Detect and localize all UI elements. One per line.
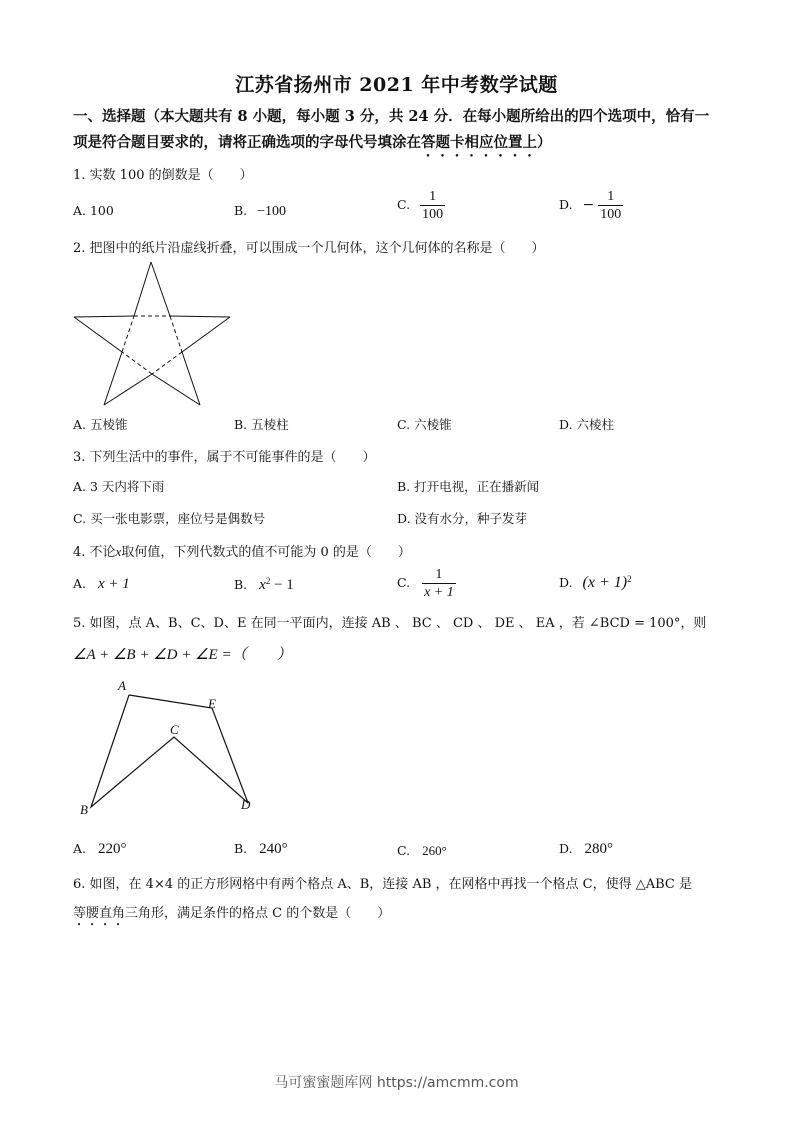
q1-option-d-sign: − (582, 197, 595, 213)
q1-c-denominator: 100 (422, 207, 444, 222)
q4-option-d-label: D. (559, 575, 573, 591)
q1-option-b (234, 203, 286, 220)
q1-option-a: A. 100 (73, 203, 114, 218)
q2-stem: 2. 把图中的纸片沿虚线折叠，可以围成一个几何体，这个几何体的名称是（ ） (73, 241, 545, 256)
q5-option-a-value: 220° (98, 841, 127, 857)
q4-stem-start: 4. 不论 (73, 545, 116, 560)
q3-stem: 3. 下列生活中的事件，属于不可能事件的是（ ） (73, 450, 376, 465)
star-edge (104, 352, 122, 405)
q3-option-b: B. 打开电视，正在播新闻 (397, 479, 540, 494)
q5-option-a-label: A. (73, 841, 87, 856)
q5-option-c (397, 843, 447, 859)
section-heading-text: 一、选择题（本大题共有 8 小题，每小题 3 分，共 24 分．在每小题所给出的四个选项中，恰有一项是符合题目要求的，请将正确选项的字母代号填涂在 (73, 108, 710, 151)
q5-option-a (73, 841, 127, 858)
q5-option-c-value: 260° (422, 843, 447, 858)
q1-option-c (397, 188, 445, 223)
q5-option-b (234, 841, 288, 858)
q3-option-c: C. 买一张电影票，座位号是偶数号 (73, 511, 266, 526)
star-edge (170, 316, 230, 317)
q1-option-b-value: −100 (257, 204, 287, 219)
q1-d-numerator: 1 (598, 188, 623, 206)
q5-stem-line2: ∠A + ∠B + ∠D + ∠E =（ ） (73, 647, 292, 663)
figure-polyline (91, 695, 248, 807)
point-label-a: A (118, 678, 126, 693)
q2-option-c: C. 六棱锥 (397, 417, 452, 432)
q2-option-a: A. 五棱锥 (73, 417, 128, 432)
q4-stem-end: 取何值，下列代数式的值不可能为 0 的是（ ） (121, 545, 411, 560)
q4-stem-variable: x (115, 544, 122, 559)
q4-option-d-exponent: 2 (627, 574, 632, 584)
fold-line (152, 352, 182, 374)
section-heading-emphasis: 答题卡相应位置上 (421, 134, 537, 151)
fold-line (122, 352, 152, 374)
point-label-d: D (241, 797, 251, 812)
q3-option-a: A. 3 天内将下雨 (73, 479, 165, 494)
star-edge (151, 262, 170, 316)
q6-stem-emphasis: 等腰直角 (73, 906, 126, 921)
footer-watermark: 马可蜜蜜题库网 https://amcmm.com (274, 1075, 519, 1091)
star-edge (74, 317, 122, 352)
q5-option-d (559, 841, 613, 858)
star-edge (74, 316, 134, 317)
q3-option-d: D. 没有水分，种子发芽 (397, 511, 528, 526)
q5-option-d-value: 280° (584, 841, 614, 857)
q2-option-b: B. 五棱柱 (234, 417, 289, 432)
q4-option-c (397, 566, 456, 601)
q6-stem-line2 (73, 902, 390, 929)
star-edge (104, 374, 152, 405)
fold-line (170, 316, 182, 352)
q4-option-a (73, 576, 130, 593)
section-heading (73, 104, 723, 160)
q6-stem-line1: 6. 如图，在 4×4 的正方形网格中有两个格点 A、B，连接 AB ，在网格中再找一个格点 C，使得 △ABC 是 (73, 877, 692, 892)
q2-option-d: D. 六棱柱 (559, 417, 615, 432)
q4-option-b-label: B. (234, 577, 248, 593)
q5-stem-line1: 5. 如图，点 A、B、C、D、E 在同一平面内，连接 AB 、 BC 、 CD 、 DE 、 EA ，若 ∠BCD = 100°，则 (73, 616, 707, 631)
q1-option-c-fraction (420, 188, 445, 223)
q6-stem-text: 三角形，满足条件的格点 C 的个数是（ ） (125, 906, 391, 921)
q4-option-b-base: x (259, 577, 266, 594)
star-edge (152, 374, 200, 405)
q1-c-numerator: 1 (420, 188, 445, 206)
q5-option-b-value: 240° (259, 841, 288, 857)
point-label-c: C (170, 722, 179, 737)
q5-option-d-label: D. (559, 841, 573, 856)
q4-option-a-value: x + 1 (98, 576, 130, 592)
q1-option-c-label: C. (397, 197, 411, 212)
fold-line (122, 316, 134, 352)
q4-option-c-fraction (422, 566, 456, 601)
q1-d-denominator: 100 (600, 207, 622, 222)
q4-option-b (234, 576, 294, 594)
q1-option-d-label: D. (559, 197, 573, 212)
q4-c-denominator: x + 1 (424, 585, 454, 600)
section-heading-end: ） (537, 134, 552, 151)
q4-option-d (559, 574, 632, 592)
star-net-figure (70, 258, 235, 408)
q4-option-b-rest: − 1 (270, 577, 294, 594)
star-edge (182, 352, 200, 405)
q1-stem: 1. 实数 100 的倒数是（ ） (73, 168, 253, 183)
q1-option-b-label: B. (234, 203, 248, 218)
point-label-b: B (80, 802, 88, 817)
q4-c-numerator: 1 (422, 566, 456, 584)
q4-option-a-label: A. (73, 576, 87, 591)
pentagon-figure (76, 676, 261, 821)
q4-stem (73, 541, 411, 560)
q5-option-c-label: C. (397, 843, 411, 858)
q4-option-d-value: (x + 1) (582, 574, 628, 592)
q5-option-b-label: B. (234, 841, 248, 856)
point-label-e: E (208, 696, 216, 711)
q4-option-c-label: C. (397, 575, 411, 590)
q1-option-d (559, 188, 623, 223)
star-edge (182, 317, 230, 352)
q4-option-b-exponent: 2 (265, 576, 271, 586)
q1-option-d-fraction (598, 188, 623, 223)
star-edge (134, 262, 151, 316)
page-title: 江苏省扬州市 2021 年中考数学试题 (235, 74, 558, 96)
